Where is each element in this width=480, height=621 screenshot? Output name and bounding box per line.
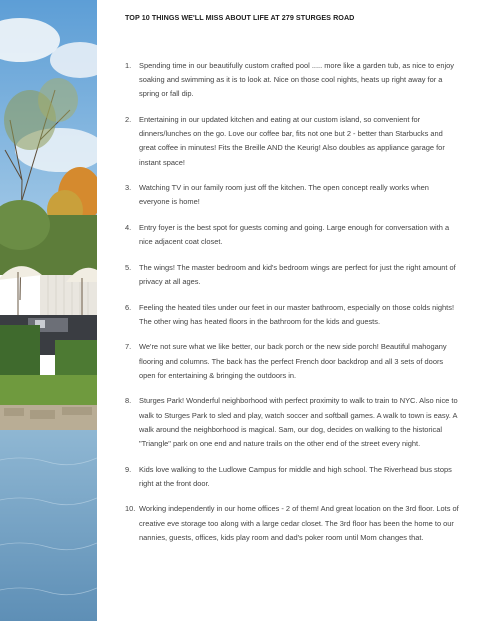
list-item [125, 463, 460, 491]
item-text: Spending time in our beautifully custom crafted pool ..... more like a garden tub, as nice to enjoy soaking and swimming as it is to look at. Nice on those cool nights, heats up right away for a spring or fall dip. [139, 61, 455, 99]
backyard-pool-illustration [0, 0, 97, 621]
list-item [125, 59, 460, 102]
list-item [125, 181, 460, 209]
item-text: Entertaining in our updated kitchen and eating at our custom island, so convenient for dinners/lunches on the go. Love our coffee bar, fits not one but 2 - better than Starbucks and great coffee in minutes! Fits the Breille AND the Keurig! Also doubles as appliance garage for instant space! [139, 115, 445, 167]
item-number: 9. [125, 464, 132, 474]
page-title: TOP 10 THINGS WE'LL MISS ABOUT LIFE AT 279 STURGES ROAD [125, 13, 355, 22]
list-item [125, 221, 460, 249]
item-number: 1. [125, 61, 132, 70]
list-item [125, 340, 460, 383]
item-text: The wings! The master bedroom and kid's bedroom wings are perfect for just the right amount of privacy at all ages. [139, 262, 456, 286]
item-text: Entry foyer is the best spot for guests coming and going. Large enough for conversation with a nice adjacent coat closet. [139, 223, 450, 247]
item-number: 2. [125, 115, 132, 124]
item-number: 5. [125, 262, 132, 272]
backyard-pool-photo [0, 0, 97, 621]
item-number: 4. [125, 223, 132, 232]
item-number: 3. [125, 183, 132, 193]
item-text: Feeling the heated tiles under our feet in our master bathroom, especially on those colds nights! The other wing has heated floors in the bathroom for the kids and guests. [139, 302, 455, 326]
item-text: We're not sure what we like better, our back porch or the new side porch! Beautiful mahogany flooring and columns. The back has the perfect French door backdrop and all 3 sets of doors open for entertaining & bringing the outdoors in. [139, 342, 447, 380]
top-ten-list [125, 59, 460, 556]
item-number: 8. [125, 396, 132, 406]
list-item [125, 113, 460, 170]
item-number: 6. [125, 302, 132, 312]
item-text: Working independently in our home offices - 2 of them! And great location on the 3rd floor. Lots of creative eve storage too along with a large cedar closet. The 3rd floor has been the home to our nannies, guests, offices, kids play room and dad's poker room until Mom changes that. [139, 504, 459, 542]
item-number: 7. [125, 342, 132, 352]
item-text: Watching TV in our family room just off the kitchen. The open concept really works when everyone is home! [139, 183, 429, 207]
list-item [125, 502, 460, 545]
item-text: Kids love walking to the Ludlowe Campus for middle and high school. The Riverhead bus stops right at the front door. [139, 464, 452, 488]
list-item [125, 261, 460, 289]
list-item [125, 301, 460, 329]
item-text: Sturges Park! Wonderful neighborhood with perfect proximity to walk to train to NYC. Also nice to walk to Sturges Park to sled and play, watch soccer and softball games. A walk to town is easy. A walk around the neighborhood is magical. Sam, our dog, decides on walking to the historical "Triangle" park on one end and nature trails on the other end of the street every night. [139, 396, 458, 448]
list-item [125, 394, 460, 451]
item-number: 10. [125, 504, 136, 514]
